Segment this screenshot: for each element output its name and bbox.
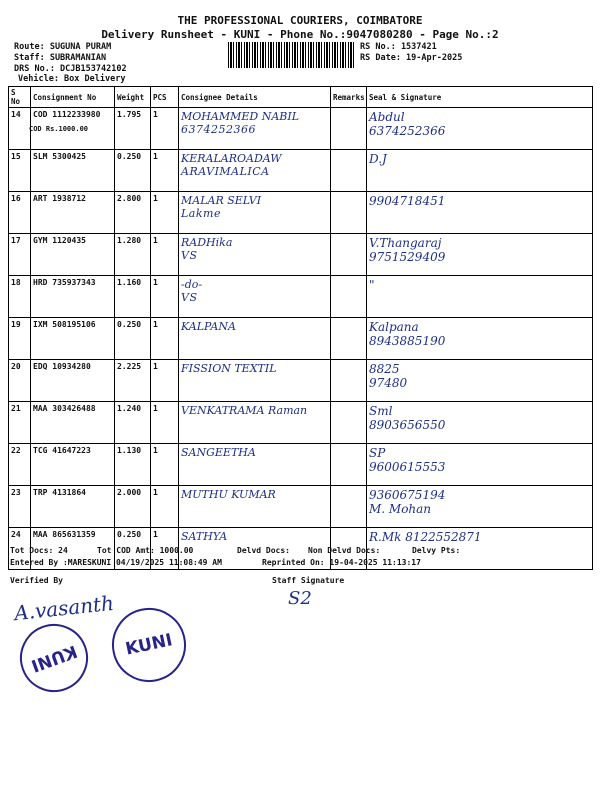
consignment-number: ART 1938712 <box>33 194 86 203</box>
consignee-extra: 6374252366 <box>181 123 256 136</box>
seal-line-2: R.Mk 8122552871 <box>369 530 482 544</box>
consignee-cell <box>179 486 331 528</box>
seal-line-2: 8943885190 <box>369 334 446 348</box>
col-pcs: PCS <box>151 87 179 108</box>
consignee-extra: VS <box>181 249 198 262</box>
consignee-cell <box>179 318 331 360</box>
weight: 1.795 <box>115 108 151 150</box>
consignee-cell <box>179 234 331 276</box>
seal-signature-cell <box>367 276 593 318</box>
consignee-name: MUTHU KUMAR <box>181 488 276 501</box>
weight: 0.250 <box>115 318 151 360</box>
consignee-name: MOHAMMED NABIL <box>181 110 299 123</box>
col-sno: S No <box>9 87 31 108</box>
seal-signature-cell <box>367 486 593 528</box>
serial-number: 24 <box>9 528 31 570</box>
seal-line-1: " <box>369 278 375 292</box>
consignee-cell <box>179 150 331 192</box>
seal-signature-cell <box>367 318 593 360</box>
consignment-cell <box>31 318 115 360</box>
table-row <box>9 318 593 360</box>
col-seal: Seal & Signature <box>367 87 593 108</box>
pieces: 1 <box>151 276 179 318</box>
consignment-cell <box>31 108 115 150</box>
drs-number: DRS No.: DCJB153742102 <box>14 64 127 74</box>
seal-line-2: 9904718451 <box>369 194 446 208</box>
pieces: 1 <box>151 444 179 486</box>
weight: 2.800 <box>115 192 151 234</box>
consignee-extra: VS <box>181 291 198 304</box>
seal-line-1: V.Thangaraj <box>369 236 442 250</box>
barcode <box>228 42 356 68</box>
seal-line-1: Sml <box>369 404 393 418</box>
pieces: 1 <box>151 150 179 192</box>
consignment-cell <box>31 234 115 276</box>
rs-date: RS Date: 19-Apr-2025 <box>360 53 463 63</box>
seal-line-2: 8903656550 <box>369 418 446 432</box>
remarks-cell <box>331 486 367 528</box>
seal-line-1: Abdul <box>369 110 405 124</box>
consignment-cell <box>31 150 115 192</box>
consignment-cell <box>31 276 115 318</box>
serial-number: 22 <box>9 444 31 486</box>
consignee-cell <box>179 402 331 444</box>
vehicle-label: Vehicle: Box Delivery <box>18 74 126 84</box>
consignee-cell <box>179 360 331 402</box>
seal-line-2: 9751529409 <box>369 250 446 264</box>
consignment-cell <box>31 486 115 528</box>
pieces: 1 <box>151 486 179 528</box>
pieces: 1 <box>151 318 179 360</box>
consignment-number: IXM 508195106 <box>33 320 96 329</box>
remarks-cell <box>331 318 367 360</box>
serial-number: 19 <box>9 318 31 360</box>
seal-line-1: 8825 <box>369 362 400 376</box>
seal-signature-cell <box>367 192 593 234</box>
seal-signature-cell <box>367 402 593 444</box>
consignee-name: MALAR SELVI <box>181 194 262 207</box>
weight: 0.250 <box>115 150 151 192</box>
weight: 1.130 <box>115 444 151 486</box>
seal-line-1: Kalpana <box>369 320 419 334</box>
consignment-cell <box>31 444 115 486</box>
non-delivered-docs: Non Delvd Docs: <box>308 546 381 555</box>
consignment-number: TCG 41647223 <box>33 446 91 455</box>
consignment-number: GYM 1120435 <box>33 236 86 245</box>
consignee-cell <box>179 192 331 234</box>
consignee-name: KERALAROADAW <box>181 152 282 165</box>
consignee-name: SATHYA <box>181 530 228 543</box>
delivered-docs: Delvd Docs: <box>237 546 290 555</box>
runsheet-table <box>8 86 593 570</box>
seal-signature-cell <box>367 150 593 192</box>
consignee-cell <box>179 108 331 150</box>
seal-line-2: M. Mohan <box>369 502 432 516</box>
pieces: 1 <box>151 108 179 150</box>
route-label: Route: SUGUNA PURAM <box>14 42 112 52</box>
table-row <box>9 108 593 150</box>
remarks-cell <box>331 108 367 150</box>
total-docs: Tot Docs: 24 <box>10 546 68 555</box>
seal-line-1: 9360675194 <box>369 488 446 502</box>
seal-signature-cell <box>367 444 593 486</box>
consignment-number: COD 1112233980 <box>33 110 101 119</box>
remarks-cell <box>331 444 367 486</box>
consignment-number: HRD 735937343 <box>33 278 96 287</box>
table-row <box>9 150 593 192</box>
consignee-extra: ARAVIMALICA <box>181 165 270 178</box>
serial-number: 14 <box>9 108 31 150</box>
col-consignee: Consignee Details <box>179 87 331 108</box>
seal-line-2: 9600615553 <box>369 460 446 474</box>
stamp-text: KUNI <box>28 640 80 676</box>
serial-number: 15 <box>9 150 31 192</box>
consignment-cell <box>31 360 115 402</box>
pieces: 1 <box>151 360 179 402</box>
pieces: 1 <box>151 528 179 570</box>
staff-signature: S2 <box>288 588 312 609</box>
seal-signature-cell <box>367 360 593 402</box>
table-row <box>9 276 593 318</box>
consignee-extra: Lakme <box>181 207 221 220</box>
consignment-cell <box>31 192 115 234</box>
seal-line-2: 6374252366 <box>369 124 446 138</box>
kuni-stamp-right <box>105 601 193 689</box>
remarks-cell <box>331 150 367 192</box>
weight: 0.250 <box>115 528 151 570</box>
serial-number: 20 <box>9 360 31 402</box>
table-row <box>9 360 593 402</box>
staff-signature-label: Staff Signature <box>272 576 345 585</box>
consignment-number: TRP 4131864 <box>33 488 86 497</box>
col-weight: Weight <box>115 87 151 108</box>
table-header-row <box>9 87 593 108</box>
kuni-stamp-left <box>10 614 97 701</box>
remarks-cell <box>331 234 367 276</box>
weight: 2.000 <box>115 486 151 528</box>
pieces: 1 <box>151 234 179 276</box>
seal-line-1: SP <box>369 446 386 460</box>
consignee-name: RADHika <box>181 236 233 249</box>
consignment-cell <box>31 402 115 444</box>
serial-number: 23 <box>9 486 31 528</box>
weight: 1.280 <box>115 234 151 276</box>
seal-line-2: 97480 <box>369 376 408 390</box>
table-row <box>9 486 593 528</box>
consignment-number: EDQ 10934280 <box>33 362 91 371</box>
serial-number: 16 <box>9 192 31 234</box>
consignment-number: MAA 303426488 <box>33 404 96 413</box>
weight: 1.240 <box>115 402 151 444</box>
table-row <box>9 234 593 276</box>
verified-by-label: Verified By <box>10 576 63 585</box>
table-row <box>9 444 593 486</box>
company-title: THE PROFESSIONAL COURIERS, COIMBATORE <box>177 14 423 27</box>
consignee-name: SANGEETHA <box>181 446 256 459</box>
cod-amount: COD Rs.1000.00 <box>29 125 89 133</box>
delivery-points: Delvy Pts: <box>412 546 461 555</box>
remarks-cell <box>331 192 367 234</box>
remarks-cell <box>331 276 367 318</box>
seal-line-1: D.J <box>369 152 387 166</box>
seal-signature-cell <box>367 108 593 150</box>
weight: 1.160 <box>115 276 151 318</box>
table-row <box>9 402 593 444</box>
staff-label: Staff: SUBRAMANIAN <box>14 53 107 63</box>
consignment-number: MAA 865631359 <box>33 530 96 539</box>
consignee-cell <box>179 276 331 318</box>
serial-number: 18 <box>9 276 31 318</box>
entered-by: Entered By :MARESKUNI 04/19/2025 11:08:49 AM <box>10 558 222 567</box>
remarks-cell <box>331 360 367 402</box>
serial-number: 17 <box>9 234 31 276</box>
consignee-name: VENKATRAMA Raman <box>181 404 308 417</box>
stamp-text: KUNI <box>123 630 175 660</box>
consignee-name: KALPANA <box>181 320 236 333</box>
weight: 2.225 <box>115 360 151 402</box>
col-remarks: Remarks <box>331 87 367 108</box>
consignment-number: SLM 5300425 <box>33 152 86 161</box>
seal-signature-cell <box>367 234 593 276</box>
verifier-signature: A.vasanth <box>13 590 115 626</box>
pieces: 1 <box>151 192 179 234</box>
reprinted-on: Reprinted On: 19-04-2025 11:13:17 <box>262 558 421 567</box>
consignee-name: FISSION TEXTIL <box>181 362 277 375</box>
consignee-cell <box>179 444 331 486</box>
pieces: 1 <box>151 402 179 444</box>
serial-number: 21 <box>9 402 31 444</box>
runsheet-subtitle: Delivery Runsheet - KUNI - Phone No.:9047080280 - Page No.:2 <box>101 28 499 41</box>
remarks-cell <box>331 402 367 444</box>
consignee-name: -do- <box>181 278 203 291</box>
rs-number: RS No.: 1537421 <box>360 42 437 52</box>
total-cod-amount: Tot COD Amt: 1000.00 <box>97 546 194 555</box>
col-consignment: Consignment No <box>31 87 115 108</box>
table-row <box>9 192 593 234</box>
